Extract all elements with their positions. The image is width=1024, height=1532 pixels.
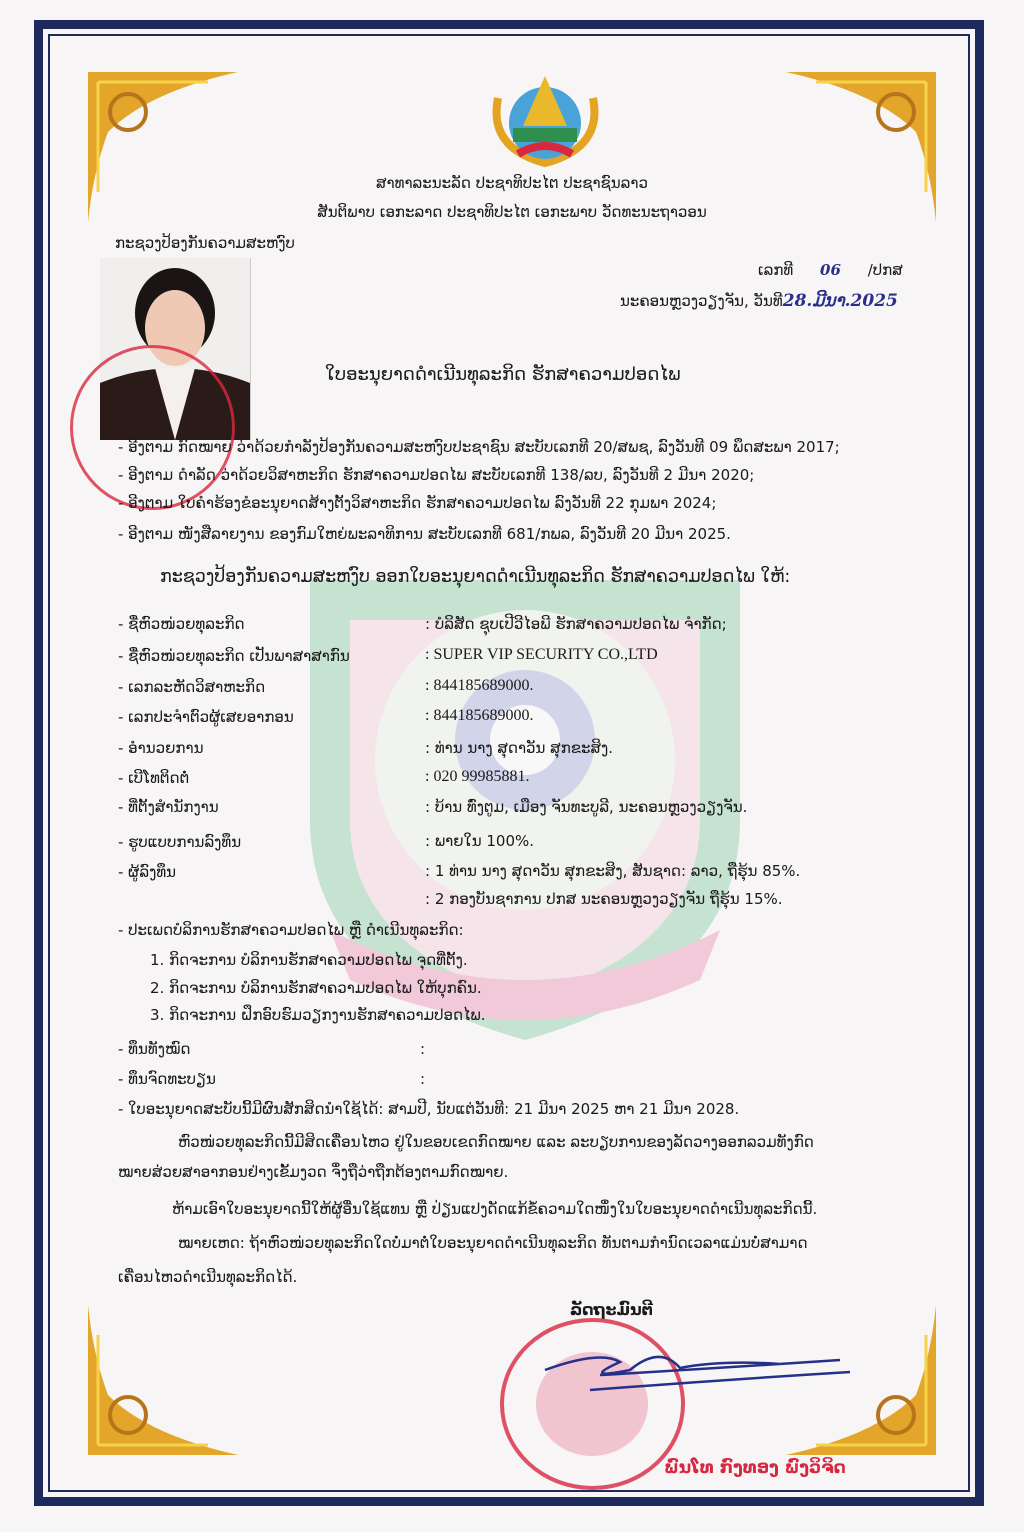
field-label: - ຊື່ຫົວໜ່ວຍທຸລະກິດ	[118, 615, 245, 633]
field-label: - ຊື່ຫົວໜ່ວຍທຸລະກິດ ເປັນພາສາສາກົນ	[118, 647, 350, 665]
reference-item: - ອີງຕາມ ດຳລັດ ວ່າດ້ວຍວິສາຫະກິດ ຮັກສາຄວາມປອດໄພ ສະບັບເລກທີ 138/ລບ, ລົງວັນທີ 2 ມີນາ 2020;	[118, 466, 755, 484]
capital-value: :	[420, 1040, 426, 1058]
corner-ornament-icon	[786, 72, 936, 222]
national-motto: ສັນຕິພາບ ເອກະລາດ ປະຊາທິປະໄຕ ເອກະພາບ ວັດທະນະຖາວອນ	[317, 203, 707, 221]
reference-item: - ອີງຕາມ ໃບຄຳຮ້ອງຂໍອະນຸຍາດສ້າງຕັ້ງວິສາຫະກິດ ຮັກສາຄວາມປອດໄພ ລົງວັນທີ 22 ກຸມພາ 2024;	[118, 494, 717, 512]
field-value: : SUPER VIP SECURITY CO.,LTD	[425, 646, 658, 663]
ministry-name: ກະຊວງປ້ອງກັນຄວາມສະຫງົບ	[115, 234, 295, 252]
document-title: ໃບອະນຸຍາດດຳເນີນທຸລະກິດ ຮັກສາຄວາມປອດໄພ	[325, 364, 681, 385]
field-label: - ເບີໂທຕິດຕໍ່	[118, 769, 190, 787]
capital-value: :	[420, 1070, 426, 1088]
official-stamp	[70, 345, 235, 510]
field-value: : ພາຍໃນ 100%.	[425, 832, 535, 850]
services-heading: - ປະເພດບໍລິການຮັກສາຄວາມປອດໄພ ຫຼື ດຳເນີນທຸລະກິດ:	[118, 921, 464, 939]
field-value: : 2 ກອງບັນຊາການ ປກສ ນະຄອນຫຼວງວຽງຈັນ ຖືຮຸ້ນ 15%.	[425, 890, 783, 908]
field-value: : 020 99985881.	[425, 768, 530, 785]
field-value: : 844185689000.	[425, 677, 534, 694]
national-emblem-icon	[488, 68, 603, 168]
field-label: - ຮູບແບບການລົງທຶນ	[118, 833, 242, 851]
paragraph-note-cont: ເຄື່ອນໄຫວດຳເນີນທຸລະກິດໄດ້.	[118, 1268, 298, 1286]
field-label: - ທີ່ຕັ້ງສຳນັກງານ	[118, 798, 219, 816]
document-number	[758, 261, 903, 279]
signature-icon	[540, 1340, 860, 1420]
service-item: 1. ກິດຈະການ ບໍລິການຮັກສາຄວາມປອດໄພ ຈຸດທີ່ຕັ້ງ.	[150, 951, 468, 969]
field-label: - ຜູ້ລົງທຶນ	[118, 863, 177, 881]
date-value: 28.ມີນາ.2025	[782, 291, 898, 311]
field-value: : ບ້ານ ທົ່ງຕູມ, ເມືອງ ຈັນທະບູລີ, ນະຄອນຫຼວງວຽງຈັນ.	[425, 798, 748, 816]
signatory-name: ພົນໂທ ກົງທອງ ພົງວິຈິດ	[664, 1458, 846, 1478]
service-item: 2. ກິດຈະການ ບໍລິການຮັກສາຄວາມປອດໄພ ໃຫ້ບຸກຄົນ.	[150, 979, 482, 997]
capital-label: - ທຶນທັງໝົດ	[118, 1040, 191, 1058]
field-value: : 844185689000.	[425, 707, 534, 724]
paragraph-rights-cont: ໝາຍສ່ວຍສາອາກອນຢ່າງເຂັ້ມງວດ ຈຶ່ງຖືວ່າຖືກຕ້ອງຕາມກົດໝາຍ.	[118, 1163, 509, 1181]
corner-ornament-icon	[88, 1305, 238, 1455]
field-label: - ອຳນວຍການ	[118, 739, 204, 757]
capital-label: - ທຶນຈົດທະບຽນ	[118, 1070, 216, 1088]
number-label: ເລກທີ	[758, 261, 794, 279]
field-label: - ເລກລະຫັດວິສາຫະກິດ	[118, 678, 266, 696]
service-item: 3. ກິດຈະການ ຝຶກອົບຮົມວຽກງານຮັກສາຄວາມປອດໄພ.	[150, 1006, 486, 1024]
field-value: : ບໍລິສັດ ຊຸບເປີວີໄອພີ ຮັກສາຄວາມປອດໄພ ຈຳກັດ;	[425, 615, 727, 633]
place-date-label: ນະຄອນຫຼວງວຽງຈັນ, ວັນທີ	[620, 292, 783, 310]
reference-item: - ອີງຕາມ ໜັງສືລາຍງານ ຂອງກົມໃຫຍ່ພະລາທິການ ສະບັບເລກທີ 681/ກພລ, ລົງວັນທີ 20 ມີນາ 2025.	[118, 525, 731, 543]
issue-heading: ກະຊວງປ້ອງກັນຄວາມສະຫງົບ ອອກໃບອະນຸຍາດດຳເນີນທຸລະກິດ ຮັກສາຄວາມປອດໄພ ໃຫ້:	[160, 567, 791, 587]
field-label: - ເລກປະຈຳຕົວຜູ້ເສຍອາກອນ	[118, 708, 294, 726]
signatory-title: ລັດຖະມົນຕີ	[570, 1300, 653, 1319]
country-name: ສາທາລະນະລັດ ປະຊາທິປະໄຕ ປະຊາຊົນລາວ	[376, 174, 648, 192]
validity-statement: - ໃບອະນຸຍາດສະບັບນີ້ມີຜົນສັກສິດນຳໃຊ້ໄດ້: ສາມປີ, ນັບແຕ່ວັນທີ: 21 ມີນາ 2025 ຫາ 21 ມີນາ 2028.	[118, 1100, 740, 1118]
paragraph-note: ໝາຍເຫດ: ຖ້າຫົວໜ່ວຍທຸລະກິດໃດບໍ່ມາຕໍ່ໃບອະນຸຍາດດຳເນີນທຸລະກິດ ທັນຕາມກຳນົດເວລາແມ່ນບໍ່ສາມາດ	[178, 1234, 808, 1252]
number-value: 06	[820, 261, 841, 279]
reference-item: - ອີງຕາມ ກົດໝາຍ ວ່າດ້ວຍກຳລັງປ້ອງກັນຄວາມສະຫງົບປະຊາຊົນ ສະບັບເລກທີ 20/ສພຊ, ລົງວັນທີ 09 ພຶດສະພາ 2017;	[118, 438, 840, 456]
place-date	[620, 291, 898, 311]
field-value: : ທ່ານ ນາງ ສຸດາວັນ ສຸກຂະສິງ.	[425, 739, 614, 757]
corner-ornament-icon	[88, 72, 238, 222]
field-value: : 1 ທ່ານ ນາງ ສຸດາວັນ ສຸກຂະສິງ, ສັນຊາດ: ລາວ, ຖືຮຸ້ນ 85%.	[425, 862, 801, 880]
number-suffix: /ປກສ	[867, 261, 903, 279]
paragraph-prohibition: ຫ້າມເອົາໃບອະນຸຍາດນີ້ໃຫ້ຜູ້ອື່ນໃຊ້ແທນ ຫຼື ປ່ຽນແປງດັດແກ້ຂໍ້ຄວາມໃດໜຶ່ງໃນໃບອະນຸຍາດດຳເນີນທຸລະກິດນີ້.	[172, 1200, 818, 1218]
paragraph-rights: ຫົວໜ່ວຍທຸລະກິດນີ້ມີສິດເຄື່ອນໄຫວ ຢູ່ໃນຂອບເຂດກົດໝາຍ ແລະ ລະບຽບການຂອງລັດວາງອອກລວມທັງກົດ	[178, 1133, 814, 1151]
